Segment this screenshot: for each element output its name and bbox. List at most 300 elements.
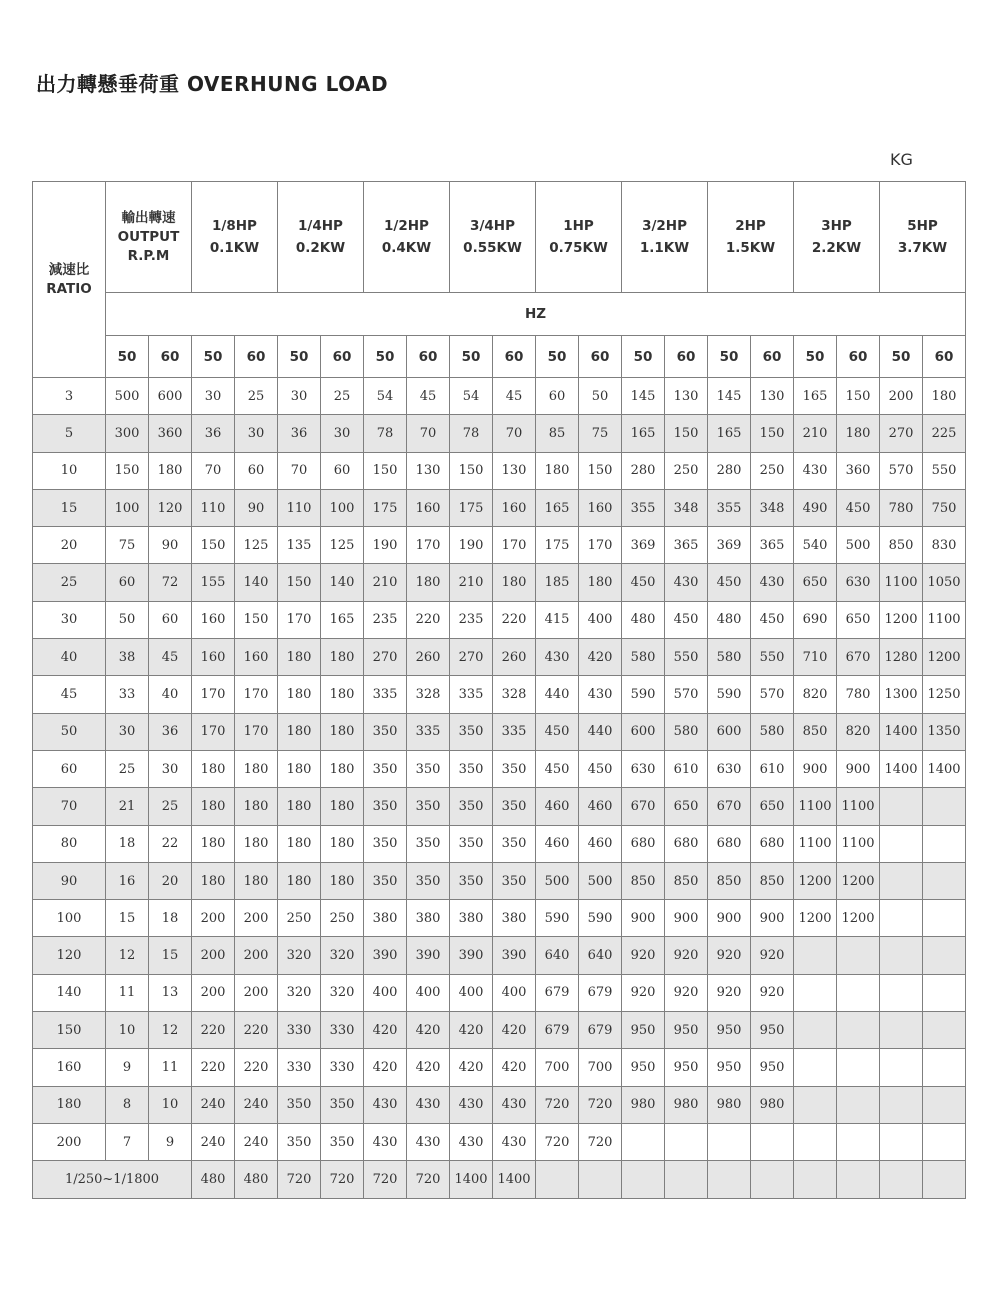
- value-cell: 380: [407, 900, 450, 937]
- value-cell: 720: [579, 1123, 622, 1160]
- value-cell: 180: [192, 788, 235, 825]
- value-cell: 85: [536, 415, 579, 452]
- value-cell: 350: [407, 862, 450, 899]
- value-cell: 400: [364, 974, 407, 1011]
- value-cell: 690: [794, 601, 837, 638]
- value-cell: 150: [235, 601, 278, 638]
- ratio-cell: 30: [33, 601, 106, 638]
- value-cell: 90: [235, 489, 278, 526]
- value-cell: 650: [794, 564, 837, 601]
- table-row: [33, 825, 966, 862]
- value-cell: 130: [665, 378, 708, 415]
- value-cell: 7: [106, 1123, 149, 1160]
- value-cell: 270: [450, 639, 493, 676]
- value-cell: 160: [579, 489, 622, 526]
- value-cell: 335: [364, 676, 407, 713]
- ratio-cell: 200: [33, 1123, 106, 1160]
- value-cell: 1200: [837, 862, 880, 899]
- ratio-cell: 5: [33, 415, 106, 452]
- value-cell: 220: [235, 1012, 278, 1049]
- value-cell: 350: [364, 825, 407, 862]
- value-cell: 900: [837, 750, 880, 787]
- value-cell: 420: [450, 1012, 493, 1049]
- value-cell: 1200: [880, 601, 923, 638]
- value-cell: 210: [450, 564, 493, 601]
- value-cell: 180: [923, 378, 966, 415]
- value-cell: 650: [837, 601, 880, 638]
- value-cell: 75: [106, 527, 149, 564]
- value-cell: 430: [493, 1086, 536, 1123]
- ratio-cell: 45: [33, 676, 106, 713]
- value-cell: 679: [579, 974, 622, 1011]
- value-cell: 145: [622, 378, 665, 415]
- value-cell: 450: [665, 601, 708, 638]
- value-cell: 900: [665, 900, 708, 937]
- value-cell: 390: [450, 937, 493, 974]
- value-cell: 920: [751, 974, 794, 1011]
- value-cell: 980: [622, 1086, 665, 1123]
- value-cell: 400: [407, 974, 450, 1011]
- value-cell: 360: [149, 415, 192, 452]
- value-cell: 390: [493, 937, 536, 974]
- value-cell: 330: [278, 1012, 321, 1049]
- value-cell: 210: [364, 564, 407, 601]
- value-cell: [837, 1123, 880, 1160]
- value-cell: 170: [493, 527, 536, 564]
- value-cell: 155: [192, 564, 235, 601]
- value-cell: 50: [579, 378, 622, 415]
- value-cell: 220: [192, 1012, 235, 1049]
- value-cell: 950: [708, 1012, 751, 1049]
- value-cell: 1350: [923, 713, 966, 750]
- motor-header: 3/2HP 1.1KW: [622, 182, 708, 293]
- value-cell: 700: [579, 1049, 622, 1086]
- value-cell: 350: [450, 825, 493, 862]
- value-cell: 1200: [794, 900, 837, 937]
- value-cell: 850: [622, 862, 665, 899]
- value-cell: [923, 974, 966, 1011]
- rpm-header-cn: 輸出轉速: [121, 209, 176, 226]
- value-cell: [880, 1012, 923, 1049]
- value-cell: 220: [192, 1049, 235, 1086]
- motor-header: 1/4HP 0.2KW: [278, 182, 364, 293]
- value-cell: 125: [321, 527, 364, 564]
- value-cell: 679: [536, 974, 579, 1011]
- value-cell: 200: [235, 974, 278, 1011]
- value-cell: 320: [321, 974, 364, 1011]
- value-cell: 150: [837, 378, 880, 415]
- table-row: [33, 489, 966, 526]
- frequency-header: 50: [794, 336, 837, 378]
- value-cell: [880, 788, 923, 825]
- value-cell: 160: [192, 601, 235, 638]
- value-cell: 540: [794, 527, 837, 564]
- value-cell: 33: [106, 676, 149, 713]
- value-cell: 640: [579, 937, 622, 974]
- value-cell: 400: [450, 974, 493, 1011]
- value-cell: 200: [235, 937, 278, 974]
- value-cell: 950: [665, 1049, 708, 1086]
- value-cell: 160: [235, 639, 278, 676]
- value-cell: 450: [622, 564, 665, 601]
- value-cell: 240: [235, 1086, 278, 1123]
- value-cell: 50: [106, 601, 149, 638]
- value-cell: 610: [751, 750, 794, 787]
- value-cell: 180: [235, 825, 278, 862]
- value-cell: 54: [450, 378, 493, 415]
- value-cell: 10: [106, 1012, 149, 1049]
- value-cell: [751, 1161, 794, 1198]
- value-cell: 170: [278, 601, 321, 638]
- value-cell: 680: [751, 825, 794, 862]
- value-cell: 348: [751, 489, 794, 526]
- value-cell: 180: [278, 788, 321, 825]
- value-cell: 420: [407, 1012, 450, 1049]
- value-cell: 490: [794, 489, 837, 526]
- value-cell: 920: [708, 937, 751, 974]
- value-cell: [923, 937, 966, 974]
- value-cell: 180: [192, 750, 235, 787]
- value-cell: 350: [364, 713, 407, 750]
- value-cell: 850: [708, 862, 751, 899]
- value-cell: 25: [321, 378, 364, 415]
- value-cell: 150: [278, 564, 321, 601]
- value-cell: 350: [407, 750, 450, 787]
- value-cell: 1100: [923, 601, 966, 638]
- value-cell: 820: [794, 676, 837, 713]
- table-row: [33, 639, 966, 676]
- value-cell: 150: [751, 415, 794, 452]
- value-cell: [794, 1161, 837, 1198]
- value-cell: 350: [278, 1123, 321, 1160]
- value-cell: 210: [794, 415, 837, 452]
- value-cell: 180: [278, 676, 321, 713]
- ratio-header-en: RATIO: [46, 280, 92, 297]
- table-row: [33, 676, 966, 713]
- value-cell: 150: [364, 452, 407, 489]
- value-cell: 450: [579, 750, 622, 787]
- value-cell: 1100: [794, 788, 837, 825]
- value-cell: 180: [278, 713, 321, 750]
- value-cell: 70: [493, 415, 536, 452]
- value-cell: 420: [364, 1012, 407, 1049]
- frequency-header: 60: [579, 336, 622, 378]
- value-cell: [794, 1086, 837, 1123]
- value-cell: 710: [794, 639, 837, 676]
- value-cell: 78: [450, 415, 493, 452]
- value-cell: 185: [536, 564, 579, 601]
- value-cell: 630: [708, 750, 751, 787]
- value-cell: [794, 974, 837, 1011]
- page-title: 出力轉懸垂荷重 OVERHUNG LOAD: [36, 72, 389, 96]
- value-cell: 13: [149, 974, 192, 1011]
- value-cell: 180: [321, 862, 364, 899]
- value-cell: 850: [665, 862, 708, 899]
- value-cell: 180: [278, 825, 321, 862]
- value-cell: 400: [579, 601, 622, 638]
- value-cell: 328: [493, 676, 536, 713]
- value-cell: 850: [794, 713, 837, 750]
- value-cell: 369: [708, 527, 751, 564]
- table-row: [33, 1161, 966, 1198]
- value-cell: 1100: [794, 825, 837, 862]
- value-cell: 70: [278, 452, 321, 489]
- value-cell: 720: [536, 1123, 579, 1160]
- value-cell: 180: [192, 825, 235, 862]
- frequency-header: 60: [321, 336, 364, 378]
- value-cell: 350: [450, 750, 493, 787]
- value-cell: 60: [106, 564, 149, 601]
- value-cell: 145: [708, 378, 751, 415]
- value-cell: [923, 1012, 966, 1049]
- value-cell: 900: [622, 900, 665, 937]
- value-cell: 920: [708, 974, 751, 1011]
- value-cell: 110: [278, 489, 321, 526]
- frequency-header: 50: [192, 336, 235, 378]
- value-cell: 60: [235, 452, 278, 489]
- value-cell: 350: [407, 825, 450, 862]
- value-cell: 679: [536, 1012, 579, 1049]
- table-row: [33, 564, 966, 601]
- value-cell: 1400: [450, 1161, 493, 1198]
- value-cell: 980: [751, 1086, 794, 1123]
- ratio-cell: 10: [33, 452, 106, 489]
- value-cell: [794, 1049, 837, 1086]
- value-cell: [622, 1123, 665, 1160]
- value-cell: [708, 1123, 751, 1160]
- value-cell: [923, 1123, 966, 1160]
- value-cell: 350: [450, 862, 493, 899]
- table-row: [33, 788, 966, 825]
- hz-header: HZ: [106, 293, 966, 336]
- frequency-header: 60: [837, 336, 880, 378]
- value-cell: 250: [665, 452, 708, 489]
- value-cell: 15: [149, 937, 192, 974]
- value-cell: 590: [622, 676, 665, 713]
- value-cell: 175: [536, 527, 579, 564]
- value-cell: 9: [106, 1049, 149, 1086]
- frequency-header: 60: [407, 336, 450, 378]
- ratio-range-cell: 1/250~1/1800: [33, 1161, 192, 1198]
- value-cell: 135: [278, 527, 321, 564]
- value-cell: 60: [149, 601, 192, 638]
- value-cell: 980: [665, 1086, 708, 1123]
- value-cell: 335: [450, 676, 493, 713]
- value-cell: 70: [192, 452, 235, 489]
- ratio-cell: 50: [33, 713, 106, 750]
- value-cell: 140: [321, 564, 364, 601]
- table-row: [33, 1123, 966, 1160]
- value-cell: [837, 1086, 880, 1123]
- ratio-cell: 70: [33, 788, 106, 825]
- value-cell: 180: [321, 676, 364, 713]
- frequency-header: 50: [622, 336, 665, 378]
- value-cell: 350: [450, 788, 493, 825]
- value-cell: [794, 937, 837, 974]
- value-cell: 430: [751, 564, 794, 601]
- value-cell: 220: [235, 1049, 278, 1086]
- value-cell: 355: [708, 489, 751, 526]
- value-cell: 580: [708, 639, 751, 676]
- value-cell: 11: [106, 974, 149, 1011]
- value-cell: [923, 900, 966, 937]
- value-cell: 350: [364, 788, 407, 825]
- value-cell: 335: [407, 713, 450, 750]
- ratio-cell: 180: [33, 1086, 106, 1123]
- value-cell: 200: [192, 900, 235, 937]
- rpm-header-en: OUTPUT: [117, 228, 180, 245]
- value-cell: 45: [149, 639, 192, 676]
- value-cell: 100: [106, 489, 149, 526]
- value-cell: 350: [364, 862, 407, 899]
- value-cell: [794, 1123, 837, 1160]
- value-cell: 130: [751, 378, 794, 415]
- value-cell: 180: [321, 713, 364, 750]
- value-cell: [880, 974, 923, 1011]
- value-cell: [923, 825, 966, 862]
- value-cell: [880, 1086, 923, 1123]
- value-cell: 900: [708, 900, 751, 937]
- value-cell: [880, 937, 923, 974]
- value-cell: 920: [665, 937, 708, 974]
- value-cell: 350: [364, 750, 407, 787]
- value-cell: 600: [708, 713, 751, 750]
- value-cell: 480: [622, 601, 665, 638]
- value-cell: 175: [450, 489, 493, 526]
- motor-header: 1/2HP 0.4KW: [364, 182, 450, 293]
- value-cell: 980: [708, 1086, 751, 1123]
- value-cell: 430: [450, 1123, 493, 1160]
- value-cell: 11: [149, 1049, 192, 1086]
- value-cell: 330: [278, 1049, 321, 1086]
- ratio-cell: 160: [33, 1049, 106, 1086]
- value-cell: 369: [622, 527, 665, 564]
- value-cell: 12: [149, 1012, 192, 1049]
- value-cell: 54: [364, 378, 407, 415]
- motor-header: 3HP 2.2KW: [794, 182, 880, 293]
- value-cell: 430: [536, 639, 579, 676]
- value-cell: 200: [235, 900, 278, 937]
- value-cell: 180: [235, 862, 278, 899]
- value-cell: 900: [751, 900, 794, 937]
- value-cell: 165: [321, 601, 364, 638]
- value-cell: 600: [622, 713, 665, 750]
- overhung-load-table: [32, 181, 966, 1199]
- value-cell: 820: [837, 713, 880, 750]
- value-cell: 350: [493, 825, 536, 862]
- value-cell: 600: [149, 378, 192, 415]
- value-cell: 240: [235, 1123, 278, 1160]
- value-cell: 480: [235, 1161, 278, 1198]
- value-cell: [665, 1123, 708, 1160]
- value-cell: 570: [751, 676, 794, 713]
- value-cell: 1200: [923, 639, 966, 676]
- value-cell: 400: [493, 974, 536, 1011]
- value-cell: 330: [321, 1049, 364, 1086]
- value-cell: 720: [407, 1161, 450, 1198]
- value-cell: 950: [665, 1012, 708, 1049]
- ratio-cell: 100: [33, 900, 106, 937]
- value-cell: 1400: [880, 750, 923, 787]
- value-cell: 550: [923, 452, 966, 489]
- value-cell: 78: [364, 415, 407, 452]
- value-cell: 30: [235, 415, 278, 452]
- value-cell: 180: [235, 788, 278, 825]
- value-cell: 12: [106, 937, 149, 974]
- value-cell: [837, 937, 880, 974]
- value-cell: 780: [837, 676, 880, 713]
- value-cell: 590: [579, 900, 622, 937]
- value-cell: 350: [493, 788, 536, 825]
- value-cell: 180: [837, 415, 880, 452]
- value-cell: 950: [751, 1049, 794, 1086]
- value-cell: 328: [407, 676, 450, 713]
- value-cell: 180: [321, 750, 364, 787]
- value-cell: 950: [708, 1049, 751, 1086]
- value-cell: 240: [192, 1086, 235, 1123]
- value-cell: 200: [192, 937, 235, 974]
- value-cell: [923, 1161, 966, 1198]
- value-cell: 150: [106, 452, 149, 489]
- value-cell: 570: [880, 452, 923, 489]
- value-cell: 365: [665, 527, 708, 564]
- value-cell: 125: [235, 527, 278, 564]
- value-cell: 380: [450, 900, 493, 937]
- value-cell: 36: [149, 713, 192, 750]
- value-cell: 25: [149, 788, 192, 825]
- value-cell: 430: [407, 1123, 450, 1160]
- value-cell: 350: [278, 1086, 321, 1123]
- frequency-header: 60: [149, 336, 192, 378]
- value-cell: 650: [751, 788, 794, 825]
- value-cell: 450: [708, 564, 751, 601]
- value-cell: 420: [579, 639, 622, 676]
- table-row: [33, 601, 966, 638]
- value-cell: 420: [364, 1049, 407, 1086]
- value-cell: 1400: [880, 713, 923, 750]
- ratio-cell: 60: [33, 750, 106, 787]
- value-cell: 280: [622, 452, 665, 489]
- value-cell: 300: [106, 415, 149, 452]
- value-cell: 90: [149, 527, 192, 564]
- value-cell: 30: [149, 750, 192, 787]
- value-cell: 780: [880, 489, 923, 526]
- value-cell: 165: [708, 415, 751, 452]
- value-cell: 120: [149, 489, 192, 526]
- frequency-header: 60: [751, 336, 794, 378]
- value-cell: 175: [364, 489, 407, 526]
- value-cell: 30: [278, 378, 321, 415]
- value-cell: 355: [622, 489, 665, 526]
- value-cell: 460: [579, 788, 622, 825]
- value-cell: 25: [106, 750, 149, 787]
- value-cell: 150: [579, 452, 622, 489]
- frequency-header: 50: [278, 336, 321, 378]
- value-cell: 320: [321, 937, 364, 974]
- value-cell: [880, 900, 923, 937]
- ratio-cell: 40: [33, 639, 106, 676]
- value-cell: 360: [837, 452, 880, 489]
- value-cell: 180: [407, 564, 450, 601]
- value-cell: 200: [192, 974, 235, 1011]
- value-cell: 670: [837, 639, 880, 676]
- value-cell: 18: [106, 825, 149, 862]
- rpm-header-unit: R.P.M: [127, 247, 170, 264]
- table-row: [33, 1012, 966, 1049]
- value-cell: 1100: [837, 788, 880, 825]
- value-cell: 170: [235, 676, 278, 713]
- value-cell: 650: [665, 788, 708, 825]
